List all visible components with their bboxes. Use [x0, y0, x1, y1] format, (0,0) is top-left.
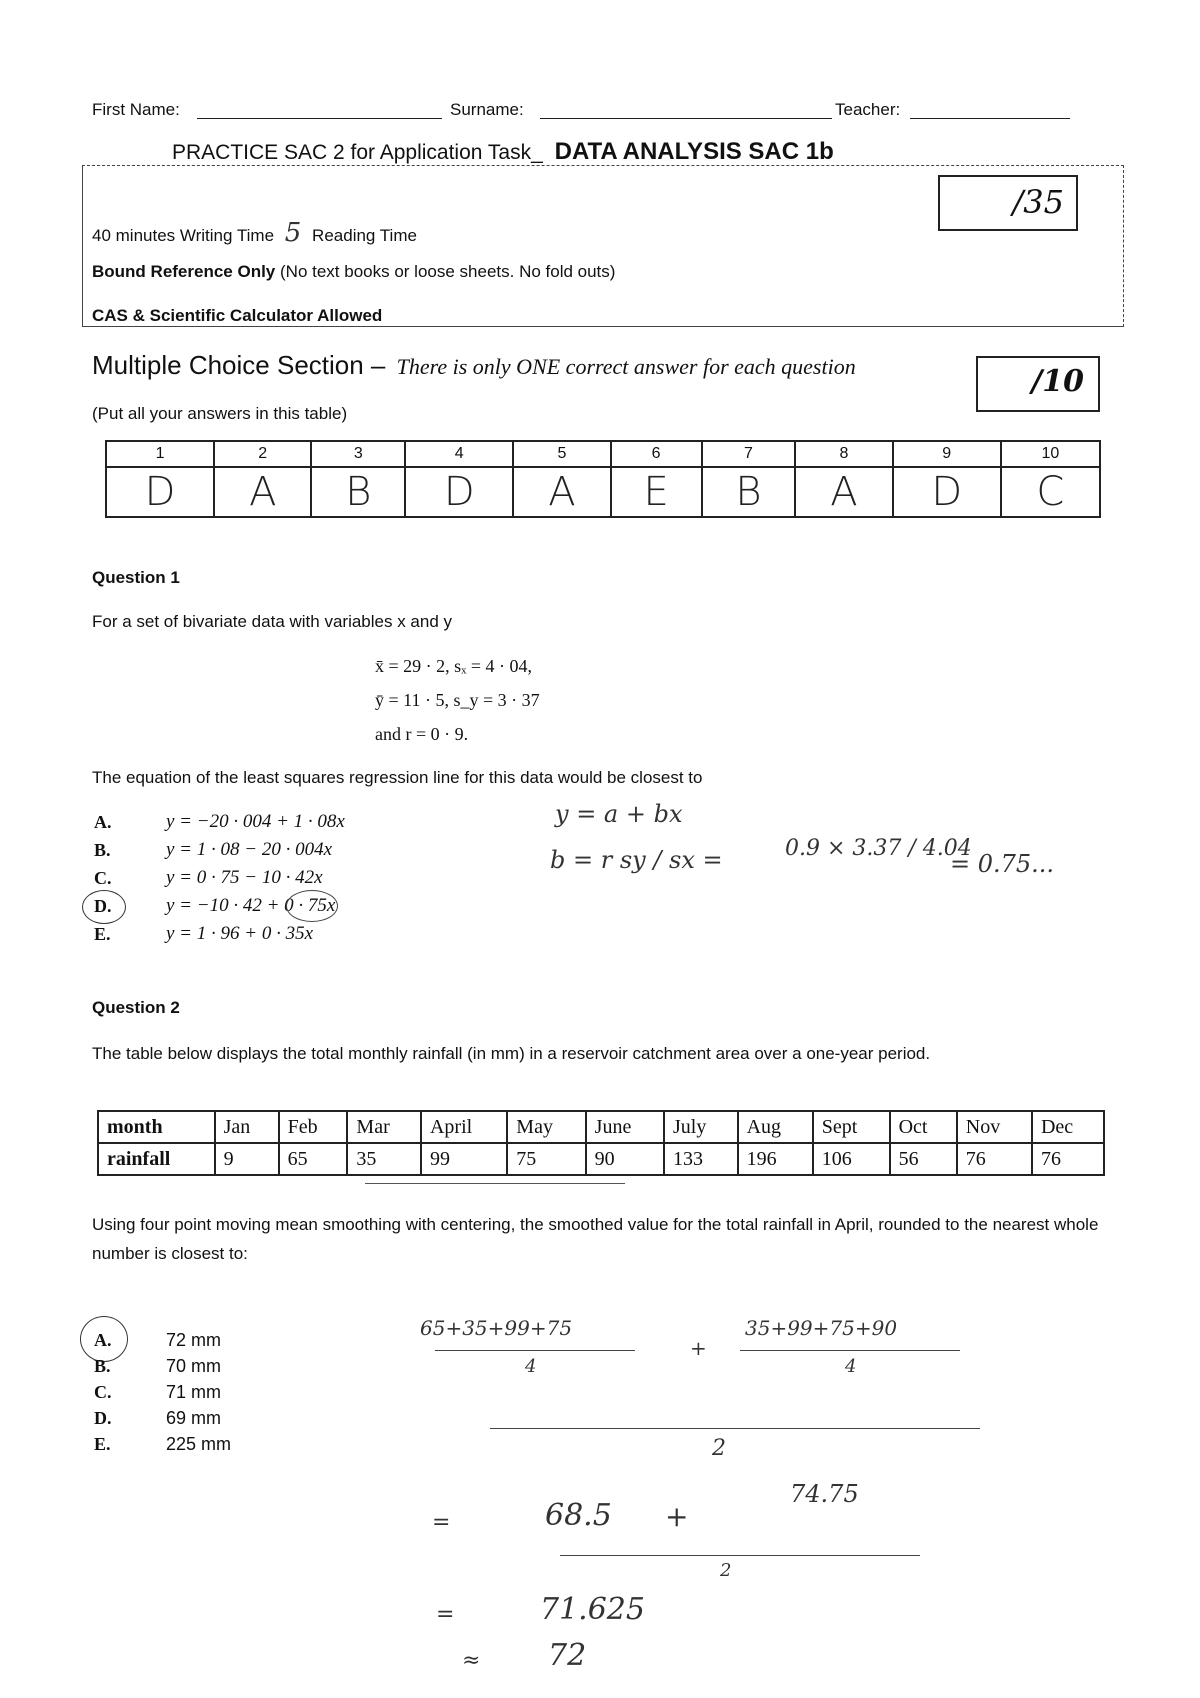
q2-option-c-text: 71 mm [166, 1382, 222, 1402]
question-2-lead: Using four point moving mean smoothing with centering, the smoothed value for the total rainfall in April, rounded to the nearest whole number is closest to: [92, 1215, 1099, 1263]
q2-working-result: 71.625 [540, 1592, 645, 1627]
q1-option-c-letter: C. [94, 868, 112, 888]
answer-cell[interactable]: D [893, 467, 1001, 517]
mc-score-box [976, 356, 1100, 412]
q1-option-c-text: y = 0 · 75 − 10 · 42x [166, 867, 323, 888]
rainfall-cell: 56 [890, 1143, 957, 1175]
answer-cell[interactable]: A [214, 467, 311, 517]
answer-number: 9 [893, 441, 1001, 467]
answers-row [106, 467, 1100, 517]
question-1-prompt: For a set of bivariate data with variables x and y [92, 612, 453, 631]
mc-subtitle: There is only ONE correct answer for each question [396, 354, 856, 379]
answer-cell[interactable]: E [611, 467, 702, 517]
rainfall-row [98, 1143, 1104, 1175]
mc-score: /10 [1031, 364, 1084, 399]
month-cell: Sept [813, 1111, 890, 1143]
q2-fraction-bar-main [490, 1428, 980, 1429]
reference-note [92, 262, 615, 282]
q2-working-7475: 74.75 [790, 1480, 859, 1508]
q2-option-d-text: 69 mm [166, 1408, 222, 1428]
q1-slope-circle [286, 890, 338, 922]
rainfall-cell: 76 [1032, 1143, 1104, 1175]
answer-cell[interactable]: B [311, 467, 405, 517]
q1-option-d-text: y = −10 · 42 + 0 · 75x [166, 895, 336, 916]
mc-instruction: (Put all your answers in this table) [92, 404, 348, 423]
answer-number: 3 [311, 441, 405, 467]
rainfall-cell: 75 [507, 1143, 585, 1175]
question-1-heading: Question 1 [92, 568, 180, 587]
row-label-rainfall: rainfall [98, 1143, 215, 1175]
month-cell: Jan [215, 1111, 279, 1143]
mc-section-title [92, 350, 856, 381]
answer-number: 4 [405, 441, 513, 467]
answers-table [105, 440, 1101, 518]
q2-working-sum2: 35+99+75+90 [745, 1316, 898, 1340]
total-score-box [938, 175, 1078, 231]
month-cell: Mar [347, 1111, 421, 1143]
q2-option-d-letter: D. [94, 1408, 112, 1428]
rainfall-cell: 35 [347, 1143, 421, 1175]
rainfall-cell: 99 [421, 1143, 507, 1175]
rainfall-cell: 106 [813, 1143, 890, 1175]
reading-time-text: Reading Time [312, 226, 417, 245]
q2-working-div3: 2 [720, 1560, 732, 1581]
q2-fraction-bar-1 [435, 1350, 635, 1351]
first-name-field[interactable] [197, 118, 442, 119]
answer-number: 8 [795, 441, 892, 467]
q1-option-a-text: y = −20 · 004 + 1 · 08x [166, 811, 345, 832]
q1-working-equation: y = a + bx [555, 800, 683, 828]
q1-option-b-text: y = 1 · 08 − 20 · 004x [166, 839, 333, 860]
q2-equals-2: = [436, 1602, 455, 1627]
answer-number: 1 [106, 441, 214, 467]
answer-number: 6 [611, 441, 702, 467]
q2-option-c-letter: C. [94, 1382, 112, 1402]
answer-cell[interactable]: D [405, 467, 513, 517]
writing-time [92, 218, 417, 248]
q1-working-result: = 0.75... [950, 850, 1055, 878]
table-underline-mark [365, 1183, 625, 1184]
q2-working-68: 68.5 [545, 1498, 612, 1533]
month-cell: April [421, 1111, 507, 1143]
month-cell: Oct [890, 1111, 957, 1143]
answer-number: 7 [702, 441, 796, 467]
writing-time-text: 40 minutes Writing Time [92, 226, 275, 245]
q2-approx: ≈ [462, 1648, 481, 1673]
q2-option-e-text: 225 mm [166, 1434, 232, 1454]
q2-working-div1: 4 [525, 1356, 537, 1377]
rainfall-cell: 90 [586, 1143, 664, 1175]
reference-bold: Bound Reference Only [92, 262, 276, 281]
answer-cell[interactable]: C [1001, 467, 1100, 517]
reference-rest: (No text books or loose sheets. No fold outs) [280, 262, 616, 281]
q2-option-b-text: 70 mm [166, 1356, 222, 1376]
question-2-prompt: The table below displays the total monthly rainfall (in mm) in a reservoir catchment area over a one-year period. [92, 1044, 931, 1063]
month-cell: Aug [738, 1111, 813, 1143]
month-cell: Nov [957, 1111, 1032, 1143]
q2-fraction-bar-3 [560, 1555, 920, 1556]
answer-cell[interactable]: B [702, 467, 796, 517]
q1-option-e-letter: E. [94, 924, 111, 944]
q2-working-div-main: 2 [712, 1436, 726, 1461]
q2-working-plus: + [665, 1500, 689, 1533]
rainfall-cell: 196 [738, 1143, 813, 1175]
rainfall-cell: 9 [215, 1143, 279, 1175]
rainfall-cell: 65 [279, 1143, 348, 1175]
teacher-field[interactable] [910, 118, 1070, 119]
surname-field[interactable] [540, 118, 832, 119]
answer-cell[interactable]: A [795, 467, 892, 517]
calculator-note: CAS & Scientific Calculator Allowed [92, 306, 383, 325]
q1-option-e-text: y = 1 · 96 + 0 · 35x [166, 923, 314, 944]
q1-stat-y: ȳ = 11 · 5, s_y = 3 · 37 [375, 690, 540, 710]
q1-option-a-letter: A. [94, 812, 112, 832]
surname-label: Surname: [450, 100, 524, 119]
month-cell: Feb [279, 1111, 348, 1143]
answers-number-row [106, 441, 1100, 467]
q2-equals-1: = [432, 1510, 451, 1535]
answer-number: 5 [513, 441, 610, 467]
q1-working-calc: 0.9 × 3.37 / 4.04 [785, 836, 972, 861]
rainfall-cell: 133 [664, 1143, 738, 1175]
q2-fraction-bar-2 [740, 1350, 960, 1351]
first-name-label: First Name: [92, 100, 180, 119]
q2-option-a-text: 72 mm [166, 1330, 222, 1350]
page-title [172, 138, 834, 166]
q1-stat-r: and r = 0 · 9. [375, 724, 469, 744]
answer-cell[interactable]: D [106, 467, 214, 517]
reading-time-handwritten: 5 [284, 218, 302, 248]
question-2-heading: Question 2 [92, 998, 180, 1017]
q2-option-a-letter: A. [94, 1330, 112, 1350]
q2-working-rounded: 72 [548, 1638, 587, 1673]
title-left: PRACTICE SAC 2 for Application Task_ [172, 141, 543, 164]
mc-title-text: Multiple Choice Section – [92, 350, 386, 380]
rainfall-cell: 76 [957, 1143, 1032, 1175]
question-1-lead: The equation of the least squares regression line for this data would be closest to [92, 768, 703, 787]
answer-number: 10 [1001, 441, 1100, 467]
q1-selected-circle [82, 890, 126, 924]
month-row [98, 1111, 1104, 1143]
month-cell: May [507, 1111, 585, 1143]
q1-stat-x: x̄ = 29 · 2, sₓ = 4 · 04, [375, 656, 533, 676]
month-cell: Dec [1032, 1111, 1104, 1143]
q1-working-slope: b = r sy / sx = [550, 846, 723, 874]
month-cell: June [586, 1111, 664, 1143]
q2-option-e-letter: E. [94, 1434, 111, 1454]
answer-number: 2 [214, 441, 311, 467]
row-label-month: month [98, 1111, 215, 1143]
q2-working-sum1: 65+35+99+75 [420, 1316, 573, 1340]
q2-working-plus-a: + [690, 1336, 707, 1360]
total-score: /35 [1012, 183, 1064, 221]
answer-cell[interactable]: A [513, 467, 610, 517]
q2-working-div2: 4 [845, 1356, 857, 1377]
q1-option-d-letter: D. [94, 896, 112, 916]
month-cell: July [664, 1111, 738, 1143]
teacher-label: Teacher: [835, 100, 901, 119]
q2-option-b-letter: B. [94, 1356, 111, 1376]
q1-option-b-letter: B. [94, 840, 111, 860]
title-right: DATA ANALYSIS SAC 1b [554, 138, 834, 165]
rainfall-table [97, 1110, 1105, 1176]
